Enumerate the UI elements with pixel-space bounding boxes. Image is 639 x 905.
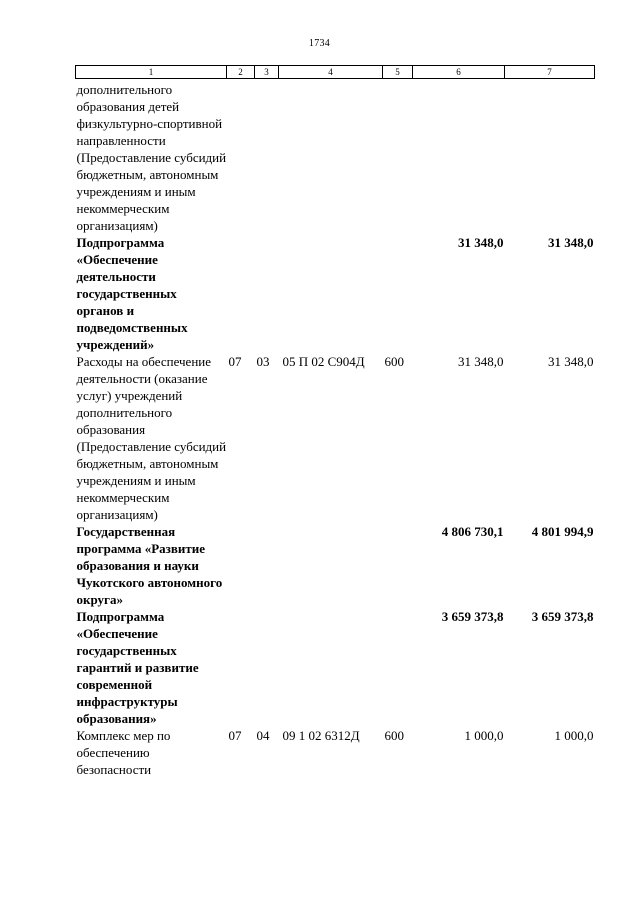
page-number: 1734 — [308, 38, 331, 49]
row-name: Государственная программа «Развитие образования и науки Чукотского автономного округа» — [76, 524, 223, 607]
row-sum-2: 4 801 994,9 — [531, 524, 594, 539]
row-vr — [383, 79, 413, 235]
row-vr — [383, 523, 413, 608]
row-sum-2: 31 348,0 — [548, 235, 594, 250]
row-csr — [279, 234, 383, 353]
row-csr: 09 1 02 6312Д — [282, 728, 360, 743]
row-csr — [279, 79, 383, 235]
table-row — [76, 79, 595, 235]
budget-table — [75, 65, 595, 778]
table-row — [76, 727, 595, 778]
row-name: Подпрограмма «Обеспечение деятельности государственных органов и подведомственных учреждений» — [76, 235, 188, 352]
table-row — [76, 234, 595, 353]
row-pr: 04 — [256, 728, 270, 743]
row-rz: 07 — [228, 728, 242, 743]
column-header: 7 — [505, 66, 595, 79]
row-sum-1: 3 659 373,8 — [441, 609, 504, 624]
column-number-row — [76, 66, 595, 79]
row-sum-1: 31 348,0 — [458, 235, 504, 250]
row-vr: 600 — [384, 728, 404, 743]
row-name: Расходы на обеспечение деятельности (оказание услуг) учреждений дополнительного образования (Предоставление субсидий бюджетным, автономным учреждениям и иным некоммерческим организациям) — [76, 354, 227, 522]
row-name: Подпрограмма «Обеспечение государственных гарантий и развитие современной инфраструктуры образования» — [76, 609, 199, 726]
row-pr: 03 — [256, 354, 270, 369]
row-vr: 600 — [384, 354, 404, 369]
row-sum-1: 4 806 730,1 — [441, 524, 504, 539]
column-header: 4 — [279, 66, 383, 79]
row-vr — [383, 234, 413, 353]
row-name: дополнительного образования детей физкультурно-спортивной направленности (Предоставление субсидий бюджетным, автономным учреждениям и иным некоммерческим организациям) — [76, 82, 227, 233]
row-sum-2 — [505, 79, 595, 235]
row-name: Комплекс мер по обеспечению безопасности — [76, 728, 171, 777]
column-header: 2 — [227, 66, 255, 79]
row-rz — [227, 234, 255, 353]
table-row — [76, 608, 595, 727]
row-sum-1: 31 348,0 — [458, 354, 504, 369]
table-row — [76, 353, 595, 523]
column-header: 3 — [255, 66, 279, 79]
row-pr — [255, 79, 279, 235]
row-pr — [255, 608, 279, 727]
row-rz: 07 — [228, 354, 242, 369]
row-csr — [279, 523, 383, 608]
row-rz — [227, 79, 255, 235]
row-sum-2: 1 000,0 — [554, 728, 594, 743]
row-rz — [227, 608, 255, 727]
column-header: 6 — [413, 66, 505, 79]
table-row — [76, 523, 595, 608]
row-rz — [227, 523, 255, 608]
row-pr — [255, 234, 279, 353]
row-sum-2: 3 659 373,8 — [531, 609, 594, 624]
column-header: 1 — [76, 66, 227, 79]
row-pr — [255, 523, 279, 608]
row-vr — [383, 608, 413, 727]
row-sum-2: 31 348,0 — [548, 354, 594, 369]
row-sum-1 — [413, 79, 505, 235]
row-csr: 05 П 02 С904Д — [282, 354, 365, 369]
row-sum-1: 1 000,0 — [464, 728, 504, 743]
column-header: 5 — [383, 66, 413, 79]
row-csr — [279, 608, 383, 727]
